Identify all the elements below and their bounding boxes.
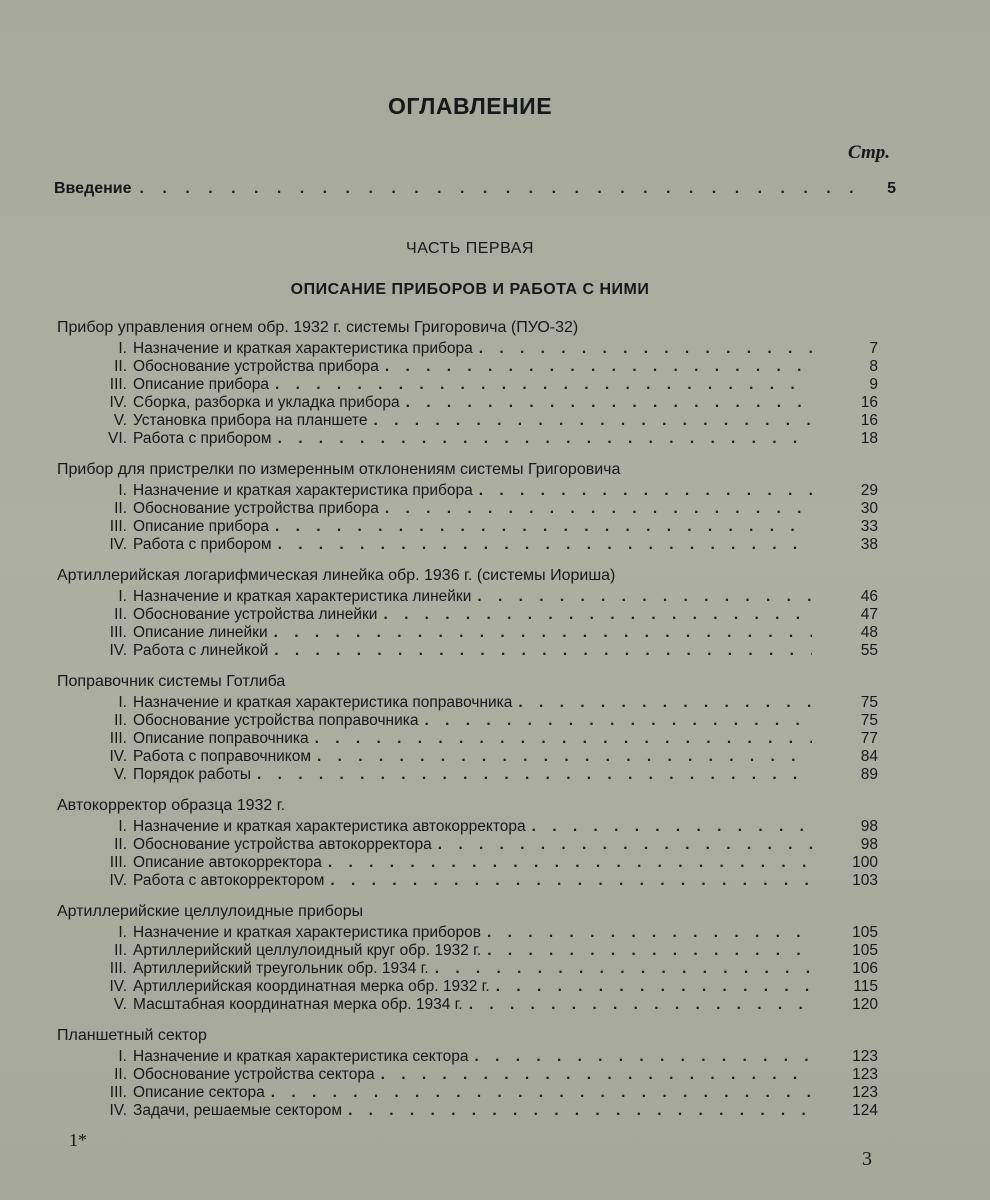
section-title: Артиллерийские целлулоидные приборы [57,903,364,920]
intro-entry[interactable] [54,180,896,198]
intro-label: Введение [54,180,132,197]
entry-number: II. [114,836,127,853]
entry-title: Задачи, решаемые сектором [133,1102,343,1119]
dot-leader [278,430,812,448]
entry-title: Работа с поправочником [133,748,312,765]
entry-page-number: 123 [852,1084,878,1101]
dot-leader [381,1066,812,1084]
entry-page-number: 100 [852,854,878,871]
dot-leader [532,818,812,836]
toc-entry[interactable] [0,818,990,836]
dot-leader [315,730,812,748]
entry-number: I. [118,340,127,357]
entry-page-number: 105 [852,942,878,959]
toc-entry[interactable] [0,766,990,784]
entry-number: V. [113,996,127,1013]
entry-number: V. [113,766,127,783]
toc-entry[interactable] [0,748,990,766]
entry-number: II. [114,712,127,729]
entry-number: I. [118,818,127,835]
entry-number: III. [109,376,127,393]
page-title: ОГЛАВЛЕНИЕ [387,93,553,119]
entry-page-number: 8 [869,358,878,375]
dot-leader [385,358,812,376]
toc-entry[interactable] [0,1066,990,1084]
entry-page-number: 84 [860,748,878,765]
toc-entry[interactable] [0,358,990,376]
entry-number: III. [109,730,127,747]
toc-section [0,672,990,784]
toc-entry[interactable] [0,500,990,518]
dot-leader [140,180,868,198]
toc-entry[interactable] [0,1102,990,1120]
entry-page-number: 120 [852,996,878,1013]
entry-page-number: 123 [852,1048,878,1065]
dot-leader [257,766,812,784]
entry-page-number: 77 [860,730,878,747]
entry-title: Назначение и краткая характеристика прибора [133,482,473,499]
entry-page-number: 18 [860,430,878,447]
toc-section [0,1026,990,1120]
entry-list [0,694,990,784]
entry-page-number: 38 [860,536,878,553]
entry-page-number: 89 [860,766,878,783]
toc-entry[interactable] [0,872,990,890]
entry-number: III. [109,518,127,535]
toc-entry[interactable] [0,854,990,872]
entry-page-number: 55 [860,642,878,659]
entry-number: VI. [108,430,127,447]
toc-section [0,318,990,448]
entry-page-number: 7 [869,340,878,357]
entry-number: V. [113,412,127,429]
section-title: Прибор для пристрелки по измеренным отклонениям системы Григоровича [57,461,621,478]
entry-page-number: 29 [860,482,878,499]
entry-number: IV. [109,978,127,995]
toc-entry[interactable] [0,482,990,500]
entry-title: Описание прибора [133,518,270,535]
intro-page-number: 5 [887,180,896,197]
toc-entry[interactable] [0,978,990,996]
entry-title: Работа с линейкой [133,642,269,659]
toc-entry[interactable] [0,836,990,854]
dot-leader [317,748,812,766]
entry-title: Обоснование устройства сектора [133,1066,375,1083]
dot-leader [438,836,812,854]
toc-entry[interactable] [0,518,990,536]
entry-title: Обоснование устройства прибора [133,500,379,517]
entry-title: Масштабная координатная мерка обр. 1934 г. [133,996,463,1013]
entry-title: Установка прибора на планшете [133,412,368,429]
entry-title: Порядок работы [133,766,251,783]
dot-leader [477,588,812,606]
entry-page-number: 105 [852,924,878,941]
part-title: ОПИСАНИЕ ПРИБОРОВ И РАБОТА С НИМИ [290,281,650,298]
entry-number: II. [114,606,127,623]
entry-number: IV. [109,536,127,553]
dot-leader [469,996,812,1014]
dot-leader [330,872,812,890]
toc-entry[interactable] [0,412,990,430]
entry-title: Назначение и краткая характеристика приборов [133,924,482,941]
toc-entry[interactable] [0,394,990,412]
entry-list [0,1048,990,1120]
entry-page-number: 9 [869,376,878,393]
section-title: Артиллерийская логарифмическая линейка обр. 1936 г. (системы Иориша) [57,567,616,584]
toc-section [0,460,990,554]
toc-entry[interactable] [0,730,990,748]
dot-leader [487,942,812,960]
entry-title: Описание поправочника [133,730,309,747]
dot-leader [435,960,812,978]
entry-title: Назначение и краткая характеристика сектора [133,1048,469,1065]
entry-title: Описание сектора [133,1084,265,1101]
entry-list [0,924,990,1014]
toc-entry[interactable] [0,340,990,358]
toc-section [0,796,990,890]
part-label: ЧАСТЬ ПЕРВАЯ [406,240,534,257]
dot-leader [275,376,812,394]
dot-leader [274,642,812,660]
entry-title: Сборка, разборка и укладка прибора [133,394,400,411]
toc-entry[interactable] [0,924,990,942]
dot-leader [425,712,813,730]
toc-entry[interactable] [0,942,990,960]
entry-page-number: 123 [852,1066,878,1083]
dot-leader [383,606,812,624]
section-title: Прибор управления огнем обр. 1932 г. системы Григоровича (ПУО-32) [57,319,579,336]
entry-title: Артиллерийская координатная мерка обр. 1932 г. [133,978,490,995]
section-title: Поправочник системы Готлиба [57,673,286,690]
dot-leader [406,394,812,412]
toc-section [0,902,990,1014]
entry-page-number: 47 [860,606,878,623]
entry-number: IV. [109,642,127,659]
page-number: 3 [862,1148,872,1170]
entry-page-number: 75 [860,712,878,729]
dot-leader [275,518,812,536]
section-title: Автокорректор образца 1932 г. [57,797,286,814]
entry-title: Обоснование устройства линейки [133,606,378,623]
toc-entry[interactable] [0,606,990,624]
dot-leader [479,482,812,500]
entry-number: IV. [109,394,127,411]
entry-page-number: 98 [860,818,878,835]
toc-entry[interactable] [0,376,990,394]
entry-number: I. [118,482,127,499]
entry-number: II. [114,500,127,517]
dot-leader [373,412,812,430]
dot-leader [271,1084,812,1102]
signature-mark: 1* [69,1130,87,1150]
entry-number: I. [118,924,127,941]
entry-title: Описание линейки [133,624,268,641]
entry-number: IV. [109,872,127,889]
toc-entry[interactable] [0,1084,990,1102]
entry-title: Обоснование устройства прибора [133,358,379,375]
dot-leader [274,624,812,642]
entry-title: Назначение и краткая характеристика автокорректора [133,818,526,835]
entry-title: Обоснование устройства поправочника [133,712,419,729]
entry-number: IV. [109,748,127,765]
entry-list [0,588,990,660]
entry-title: Артиллерийский треугольник обр. 1934 г. [133,960,429,977]
entry-number: III. [109,960,127,977]
dot-leader [278,536,812,554]
entry-number: II. [114,358,127,375]
entry-title: Описание автокорректора [133,854,322,871]
entry-title: Описание прибора [133,376,270,393]
dot-leader [475,1048,813,1066]
entry-list [0,340,990,448]
dot-leader [479,340,812,358]
toc-entry[interactable] [0,1048,990,1066]
entry-number: III. [109,624,127,641]
entry-title: Артиллерийский целлулоидный круг обр. 1932 г. [133,942,482,959]
dot-leader [385,500,812,518]
entry-number: II. [114,942,127,959]
entry-page-number: 16 [860,412,878,429]
entry-number: III. [109,1084,127,1101]
entry-page-number: 33 [860,518,878,535]
toc-entry[interactable] [0,642,990,660]
entry-number: IV. [109,1102,127,1119]
entry-page-number: 75 [860,694,878,711]
dot-leader [328,854,812,872]
section-title: Планшетный сектор [57,1027,207,1044]
toc-section [0,566,990,660]
entry-page-number: 30 [860,500,878,517]
entry-page-number: 98 [860,836,878,853]
entry-list [0,482,990,554]
entry-page-number: 106 [852,960,878,977]
toc-entry[interactable] [0,960,990,978]
toc-entry[interactable] [0,694,990,712]
entry-number: I. [118,1048,127,1065]
entry-page-number: 16 [860,394,878,411]
toc-entry[interactable] [0,588,990,606]
entry-page-number: 48 [860,624,878,641]
entry-number: I. [118,694,127,711]
toc-entry[interactable] [0,712,990,730]
entry-list [0,818,990,890]
page-column-label: Стр. [848,142,890,163]
entry-page-number: 103 [852,872,878,889]
dot-leader [496,978,812,996]
dot-leader [518,694,812,712]
entry-number: III. [109,854,127,871]
dot-leader [348,1102,812,1120]
entry-page-number: 115 [853,978,878,995]
entry-number: II. [114,1066,127,1083]
entry-title: Работа с прибором [133,536,272,553]
entry-title: Работа с автокорректором [133,872,325,889]
entry-title: Обоснование устройства автокорректора [133,836,432,853]
entry-page-number: 124 [852,1102,878,1119]
entry-page-number: 46 [860,588,878,605]
toc-entry[interactable] [0,430,990,448]
toc-entry[interactable] [0,536,990,554]
entry-number: I. [118,588,127,605]
entry-title: Назначение и краткая характеристика прибора [133,340,473,357]
entry-title: Назначение и краткая характеристика линейки [133,588,472,605]
dot-leader [487,924,812,942]
entry-title: Работа с прибором [133,430,272,447]
toc-entry[interactable] [0,996,990,1014]
entry-title: Назначение и краткая характеристика поправочника [133,694,513,711]
toc-sections [0,318,990,1132]
toc-entry[interactable] [0,624,990,642]
